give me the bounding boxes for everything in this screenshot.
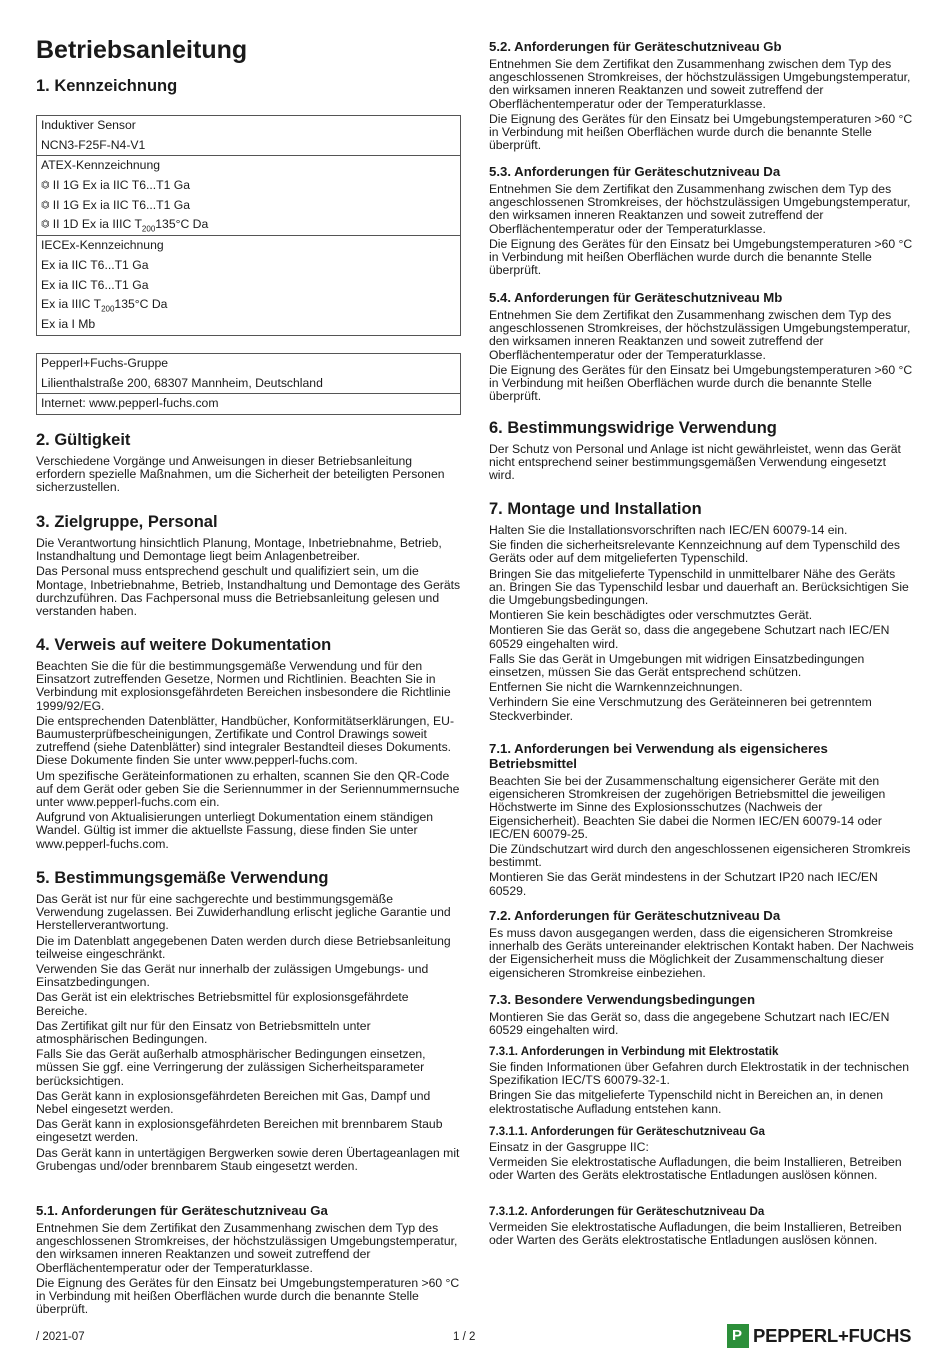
ex-hexagon-icon: ⏣ xyxy=(41,199,50,211)
section-5-3 xyxy=(489,164,914,279)
pepperl-fuchs-logo xyxy=(727,1323,911,1349)
paragraph: Das Zertifikat gilt nur für den Einsatz von Betriebsmitteln unter atmosphärischen Bedingungen. xyxy=(36,1018,371,1047)
paragraph: Der Schutz von Personal und Anlage ist nicht gewährleistet, wenn das Gerät nicht entsprechend seiner bestimmungsgemäßen Verwendung eingesetzt wird. xyxy=(489,442,901,483)
section-5-4 xyxy=(489,290,914,405)
atex-line: ⏣ II 1G Ex ia IIC T6...T1 Ga xyxy=(41,197,191,212)
paragraph: Bringen Sie das mitgelieferte Typenschild nicht in Bereichen an, in denen elektrostatische Aufladung entstehen kann. xyxy=(489,1088,884,1116)
product-group xyxy=(37,116,460,156)
paragraph: Die Eignung des Gerätes für den Einsatz bei Umgebungstemperaturen >60 °C in Verbindung mit heißen Oberflächen wurde durch die benannte Stelle überprüft. xyxy=(36,1275,460,1317)
paragraph: Das Gerät ist nur für eine sachgerechte und bestimmungsgemäße Verwendung zugelassen. Bei Zuwiderhandlung erlischt jegliche Garantie und Herstellerverantwortung. xyxy=(36,892,451,933)
paragraph: Um spezifische Geräteinformationen zu erhalten, scannen Sie den QR-Code auf dem Gerät oder geben Sie die Seriennummer in der Seriennummernsuche unter www.pepperl-fuchs.com ein. xyxy=(36,768,460,810)
section-7-3-1-1 xyxy=(489,1125,914,1185)
paragraph: Beachten Sie die für die bestimmungsgemäße Verwendung und für den Einsatzort zutreffenden Gesetze, Normen und Richtlinien. Beachten Sie in Verbindung mit explosionsgefährdeten Bereichen insbesondere die Richtlinie 1999/92/EG. xyxy=(36,659,451,713)
paragraph: Beachten Sie bei der Zusammenschaltung eigensicherer Geräte mit den eigensicheren Stromkreisen der zugehörigen Betriebsmittel die jeweiligen Höchstwerte im Sinne des Explosionsschutzes (Nachweis der Eigensicherheit). Beachten Sie dabei die Normen IEC/EN 60079-14 oder IEC/EN 60079-25. xyxy=(489,774,886,841)
section-heading: 4. Verweis auf weitere Dokumentation xyxy=(36,636,332,654)
section-heading: 5.3. Anforderungen für Geräteschutzniveau Da xyxy=(489,164,781,179)
section-heading: 6. Bestimmungswidrige Verwendung xyxy=(489,419,777,437)
footer-date: / 2021-07 xyxy=(36,1331,85,1343)
company-address: Lilienthalstraße 200, 68307 Mannheim, Deutschland xyxy=(41,375,323,390)
paragraph: Die Verantwortung hinsichtlich Planung, Montage, Inbetriebnahme, Betrieb, Instandhaltung und Demontage liegt beim Anlagenbetreiber. xyxy=(36,536,442,564)
ex-hexagon-icon: ⏣ xyxy=(41,219,50,231)
section-heading: 5.1. Anforderungen für Geräteschutzniveau Ga xyxy=(36,1203,328,1218)
section-heading: 1. Kennzeichnung xyxy=(36,77,178,95)
paragraph: Entnehmen Sie dem Zertifikat den Zusammenhang zwischen dem Typ des angeschlossenen Stromkreises, der höchstzulässigen Umgebungstemperatur, den wirksamen inneren Reaktanzen und soweit zutreffend der Oberflächentemperatur oder der Temperaturklasse. xyxy=(489,308,911,362)
paragraph: Vermeiden Sie elektrostatische Aufladungen, die beim Installieren, Betreiben oder Warten des Geräts elektrostatische Entladungen auslösen können. xyxy=(489,1220,902,1248)
section-2 xyxy=(36,431,462,497)
section-heading: 7.3.1. Anforderungen in Verbindung mit Elektrostatik xyxy=(489,1045,779,1058)
paragraph: Montieren Sie das Gerät mindestens in der Schutzart IP20 nach IEC/EN 60529. xyxy=(489,870,878,898)
atex-line: ⏣ II 1G Ex ia IIC T6...T1 Ga xyxy=(41,178,191,193)
paragraph: Es muss davon ausgegangen werden, dass die eigensicheren Stromkreise innerhalb des Geräts untereinander elektrischen Kontakt haben. Der Nachweis der Eigensicherheit muss die Möglichkeit der Zusammenschaltung dieser eigensicheren Stromkreise einbeziehen. xyxy=(489,926,914,980)
document-title: Betriebsanleitung xyxy=(36,36,248,64)
paragraph: Die Eignung des Gerätes für den Einsatz bei Umgebungstemperaturen >60 °C in Verbindung mit heißen Oberflächen wurde durch die benannte Stelle überprüft. xyxy=(489,236,913,278)
section-heading: 7.3. Besondere Verwendungsbedingungen xyxy=(489,992,755,1007)
paragraph: Falls Sie das Gerät außerhalb atmosphärischer Bedingungen einsetzen, müssen Sie ggf. eine Verringerung der zulässigen Sicherheitsparameter berücksichtigen. xyxy=(36,1047,426,1088)
paragraph: Verschiedene Vorgänge und Anweisungen in dieser Betriebsanleitung erfordern spezielle Maßnahmen, um die Sicherheit der beteiligten Personen sicherzustellen. xyxy=(36,454,445,495)
company-group xyxy=(37,354,460,394)
paragraph: Verwenden Sie das Gerät nur innerhalb der zulässigen Umgebungs- und Einsatzbedingungen. xyxy=(36,962,429,990)
company-box xyxy=(36,353,461,415)
paragraph: Entfernen Sie nicht die Warnkennzeichnungen. xyxy=(489,680,743,695)
paragraph: Das Gerät kann in untertägigen Bergwerken sowie deren Übertageanlagen mit Grubengas und/oder brennbarem Staub eingesetzt werden. xyxy=(36,1145,460,1173)
product-label: Induktiver Sensor xyxy=(41,118,136,132)
paragraph: Montieren Sie kein beschädigtes oder verschmutztes Gerät. xyxy=(489,608,813,623)
paragraph: Das Gerät ist ein elektrisches Betriebsmittel für explosionsgefährdete Bereiche. xyxy=(36,990,409,1018)
section-heading: 7.3.1.1. Anforderungen für Geräteschutzniveau Ga xyxy=(489,1125,765,1138)
iecex-group xyxy=(37,236,460,334)
paragraph: Die entsprechenden Datenblätter, Handbücher, Konformitätserklärungen, EU-Baumusterprüfbescheinigungen, Zertifikate und Control Drawings soweit zutreffend (siehe Datenblätter) sind integraler Bestandteil dieses Dokuments. Diese Dokumente finden Sie unter www.pepperl-fuchs.com. xyxy=(36,713,455,768)
product-code: NCN3-F25F-N4-V1 xyxy=(41,137,146,152)
atex-line: ⏣ II 1D Ex ia IIIC $T_{200}135^\circ C$ Da xyxy=(41,217,209,234)
section-heading: 3. Zielgruppe, Personal xyxy=(36,513,218,531)
paragraph: Halten Sie die Installationsvorschriften nach IEC/EN 60079-14 ein. xyxy=(489,523,848,537)
paragraph: Die Zündschutzart wird durch den angeschlossenen eigensicheren Stromkreis bestimmt. xyxy=(489,842,911,870)
paragraph: Falls Sie das Gerät in Umgebungen mit widrigen Einsatzbedingungen einsetzen, müssen Sie das Gerät entsprechend schützen. xyxy=(489,651,865,680)
section-7-3-1 xyxy=(489,1045,914,1118)
company-name: Pepperl+Fuchs-Gruppe xyxy=(41,356,169,370)
section-7-2 xyxy=(489,908,914,982)
section-6 xyxy=(489,419,914,485)
section-7-3 xyxy=(489,992,914,1039)
paragraph: Einsatz in der Gasgruppe IIC: xyxy=(489,1140,649,1154)
section-7-3-1-2 xyxy=(489,1205,914,1249)
logo-mark-icon: P xyxy=(727,1324,749,1348)
section-heading: 5. Bestimmungsgemäße Verwendung xyxy=(36,869,329,887)
section-heading: 7.1. Anforderungen bei Verwendung als eigensicheres Betriebsmittel xyxy=(489,741,828,771)
iecex-line: Ex ia IIIC $T_{200}135^\circ C$ Da xyxy=(41,297,168,314)
section-5 xyxy=(36,869,462,1175)
paragraph: Die im Datenblatt angegebenen Daten werden durch diese Betriebsanleitung teilweise eingeschränkt. xyxy=(36,933,451,961)
paragraph: Entnehmen Sie dem Zertifikat den Zusammenhang zwischen dem Typ des angeschlossenen Stromkreises, der höchstzulässigen Umgebungstemperatur, den wirksamen inneren Reaktanzen und soweit zutreffend der Oberflächentemperatur oder der Temperaturklasse. xyxy=(489,57,911,111)
ex-hexagon-icon: ⏣ xyxy=(41,180,50,192)
paragraph: Das Gerät kann in explosionsgefährdeten Bereichen mit Gas, Dampf und Nebel eingesetzt werden. xyxy=(36,1088,431,1117)
iecex-line: Ex ia I Mb xyxy=(41,316,96,331)
section-heading: 7.2. Anforderungen für Geräteschutzniveau Da xyxy=(489,908,781,923)
section-3 xyxy=(36,513,462,620)
paragraph: Entnehmen Sie dem Zertifikat den Zusammenhang zwischen dem Typ des angeschlossenen Stromkreises, der höchstzulässigen Umgebungstemperatur, den wirksamen inneren Reaktanzen und soweit zutreffend der Oberflächentemperatur oder der Temperaturklasse. xyxy=(489,182,911,236)
paragraph: Vermeiden Sie elektrostatische Aufladungen, die beim Installieren, Betreiben oder Warten des Geräts elektrostatische Entladungen auslösen können. xyxy=(489,1155,902,1183)
company-internet: Internet: www.pepperl-fuchs.com xyxy=(41,396,219,411)
paragraph: Entnehmen Sie dem Zertifikat den Zusammenhang zwischen dem Typ des angeschlossenen Stromkreises, der höchstzulässigen Umgebungstemperatur, den wirksamen inneren Reaktanzen und soweit zutreffend der Oberflächentemperatur oder der Temperaturklasse. xyxy=(36,1221,458,1275)
section-heading: 5.2. Anforderungen für Geräteschutzniveau Gb xyxy=(489,39,782,54)
paragraph: Das Gerät kann in explosionsgefährdeten Bereichen mit brennbarem Staub eingesetzt werden. xyxy=(36,1117,443,1145)
paragraph: Montieren Sie das Gerät so, dass die angegebene Schutzart nach IEC/EN 60529 eingehalten wird. xyxy=(489,623,890,651)
section-7-1 xyxy=(489,741,914,900)
atex-label: ATEX-Kennzeichnung xyxy=(41,158,161,173)
paragraph: Bringen Sie das mitgelieferte Typenschild in unmittelbarer Nähe des Geräts an. Bringen Sie das Typenschild lesbar und dauerhaft an. Berücksichtigen Sie die Umgebungsbedingungen. xyxy=(489,566,909,608)
section-heading: 5.4. Anforderungen für Geräteschutzniveau Mb xyxy=(489,290,783,305)
logo-text: PEPPERL+FUCHS xyxy=(753,1325,912,1346)
paragraph: Sie finden die sicherheitsrelevante Kennzeichnung auf dem Typenschild des Geräts oder auf dem mitgelieferten Typenschild. xyxy=(489,538,901,566)
atex-group xyxy=(37,156,460,236)
section-4 xyxy=(36,636,462,853)
section-5-1 xyxy=(36,1203,462,1318)
iecex-line: Ex ia IIC T6...T1 Ga xyxy=(41,257,149,272)
iecex-line: Ex ia IIC T6...T1 Ga xyxy=(41,277,149,292)
paragraph: Montieren Sie das Gerät so, dass die angegebene Schutzart nach IEC/EN 60529 eingehalten wird. xyxy=(489,1010,890,1038)
paragraph: Das Personal muss entsprechend geschult und qualifiziert sein, um die Montage, Inbetriebnahme, Betrieb, Instandhaltung und Demontage des Geräts durchzuführen. Das Fachpersonal muss die Betriebsanleitung gelesen und verstanden haben. xyxy=(36,564,461,619)
section-1 xyxy=(36,77,462,101)
paragraph: Verhindern Sie eine Verschmutzung des Geräteinneren bei getrenntem Steckverbinder. xyxy=(489,695,872,723)
iecex-label: IECEx-Kennzeichnung xyxy=(41,238,164,253)
paragraph: Die Eignung des Gerätes für den Einsatz bei Umgebungstemperaturen >60 °C in Verbindung mit heißen Oberflächen wurde durch die benannte Stelle überprüft. xyxy=(489,111,913,153)
section-5-2 xyxy=(489,39,914,154)
paragraph: Aufgrund von Aktualisierungen unterliegt Dokumentation einem ständigen Wandel. Gültig ist immer die aktuellste Fassung, diese finden Sie unter www.pepperl-fuchs.com. xyxy=(36,810,434,851)
paragraph: Sie finden Informationen über Gefahren durch Elektrostatik in der technischen Spezifikation IEC/TS 60079-32-1. xyxy=(489,1060,910,1088)
footer-page-number: 1 / 2 xyxy=(453,1331,476,1343)
marking-box xyxy=(36,115,461,336)
section-7 xyxy=(489,500,914,725)
internet-group xyxy=(37,394,460,414)
section-heading: 2. Gültigkeit xyxy=(36,431,131,449)
section-heading: 7. Montage und Installation xyxy=(489,500,702,518)
paragraph: Die Eignung des Gerätes für den Einsatz bei Umgebungstemperaturen >60 °C in Verbindung mit heißen Oberflächen wurde durch die benannte Stelle überprüft. xyxy=(489,362,913,404)
section-heading: 7.3.1.2. Anforderungen für Geräteschutzniveau Da xyxy=(489,1205,765,1218)
